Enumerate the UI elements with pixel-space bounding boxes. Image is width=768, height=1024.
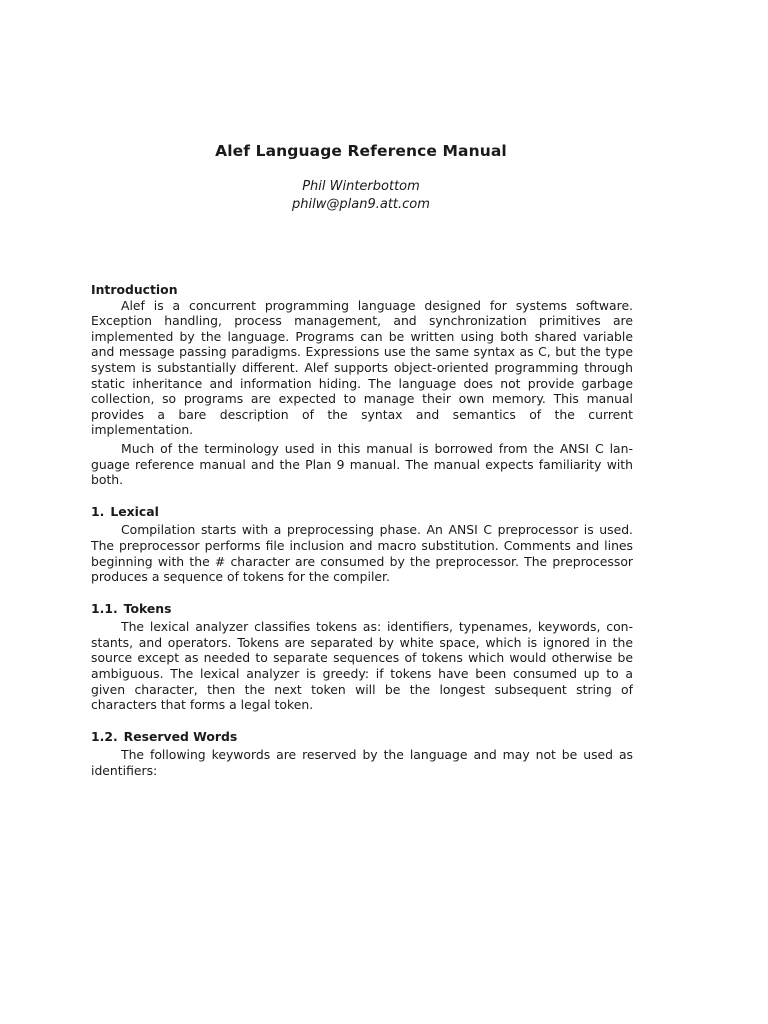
paragraph: Much of the terminology used in this manual is borrowed from the ANSI C language reference manual and the Plan 9 manual. The manual expects familiarity with both.: [91, 440, 633, 488]
section-heading: [91, 729, 633, 745]
section-introduction: [91, 282, 633, 488]
section-number: 1.: [91, 503, 105, 519]
section-heading-text: Introduction: [91, 282, 178, 297]
author-name: Phil Winterbottom: [302, 179, 420, 194]
section-tokens: [91, 601, 633, 713]
paragraph: The following keywords are reserved by the language and may not be used as identifiers:: [91, 747, 633, 779]
paragraph: The lexical analyzer classifies tokens as: identifiers, typenames, keywords, constants, and operators. Tokens are separated by white space, which is ignored in the source except as needed to separate sequences of tokens which would otherwise be ambiguous. The lexical analyzer is greedy: if tokens have been consumed up to a given character, then the next token will be the longest subsequent string of characters that forms a legal token.: [91, 619, 633, 713]
section-heading-text: Tokens: [123, 600, 172, 616]
paragraph: Alef is a concurrent programming language designed for systems software. Exception handling, process management, and synchronization primitives are implemented by the language. Programs can be written using both shared variable and message passing paradigms. Expressions use the same syntax as C, but the type system is substantially different. Alef supports object-oriented programming through static inheritance and information hiding. The language does not provide garbage collection, so programs are expected to manage their own memory. This manual provides a bare description of the syntax and semantics of the current implementation.: [91, 297, 633, 438]
section-number: 1.1.: [91, 600, 118, 616]
section-heading-text: Lexical: [110, 503, 159, 519]
author-email: philw@plan9.att.com: [292, 197, 430, 212]
section-heading-text: Reserved Words: [123, 728, 238, 744]
section-heading: [91, 601, 633, 617]
section-reserved-words: [91, 729, 633, 779]
section-heading: [91, 504, 633, 520]
document-body: [91, 282, 633, 779]
author-block: [0, 178, 722, 214]
document-title: Alef Language Reference Manual: [215, 142, 507, 160]
paragraph: Compilation starts with a preprocessing phase. An ANSI C preprocessor is used. The preprocessor performs file inclusion and macro substitution. Comments and lines beginning with the # character are consumed by the preprocessor. The preprocessor produces a sequence of tokens for the compiler.: [91, 522, 633, 585]
section-number: 1.2.: [91, 728, 118, 744]
section-lexical: [91, 504, 633, 585]
section-heading: [91, 282, 633, 298]
